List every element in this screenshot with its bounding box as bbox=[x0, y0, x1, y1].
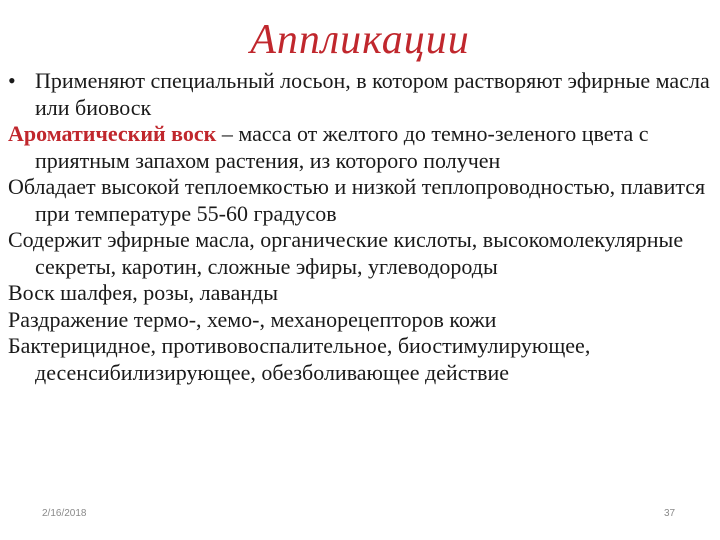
slide-body bbox=[8, 68, 714, 386]
paragraph-receptors bbox=[8, 307, 714, 334]
paragraph-text: Воск шалфея, розы, лаванды bbox=[8, 280, 279, 305]
paragraph-text: – масса от желтого до темно-зеленого цвета с приятным запахом растения, из которого получен bbox=[35, 121, 649, 173]
bullet-marker: • bbox=[8, 68, 16, 93]
paragraph-composition bbox=[8, 227, 714, 280]
paragraph-aromatic-wax bbox=[8, 121, 714, 174]
slide-title: Аппликации bbox=[250, 17, 470, 63]
bullet-text: Применяют специальный лосьон, в котором растворяют эфирные масла или биовоск bbox=[35, 68, 710, 120]
paragraph-text: Бактерицидное, противовоспалительное, биостимулирующее, десенсибилизирующее, обезболивающее действие bbox=[8, 333, 591, 385]
bullet-item-lotion bbox=[8, 68, 714, 121]
paragraph-effects bbox=[8, 333, 714, 386]
highlighted-term: Ароматический воск bbox=[8, 121, 217, 146]
paragraph-text: Обладает высокой теплоемкостью и низкой теплопроводностью, плавится при температуре 55-60 градусов bbox=[8, 174, 706, 226]
footer-date: 2/16/2018 bbox=[42, 508, 87, 519]
paragraph-heat-capacity bbox=[8, 174, 714, 227]
paragraph-text: Содержит эфирные масла, органические кислоты, высокомолекулярные секреты, каротин, сложные эфиры, углеводороды bbox=[8, 227, 684, 279]
paragraph-text: Раздражение термо-, хемо-, механорецепторов кожи bbox=[8, 306, 497, 332]
paragraph-wax-types bbox=[8, 280, 714, 307]
footer-page-number: 37 bbox=[664, 508, 676, 519]
